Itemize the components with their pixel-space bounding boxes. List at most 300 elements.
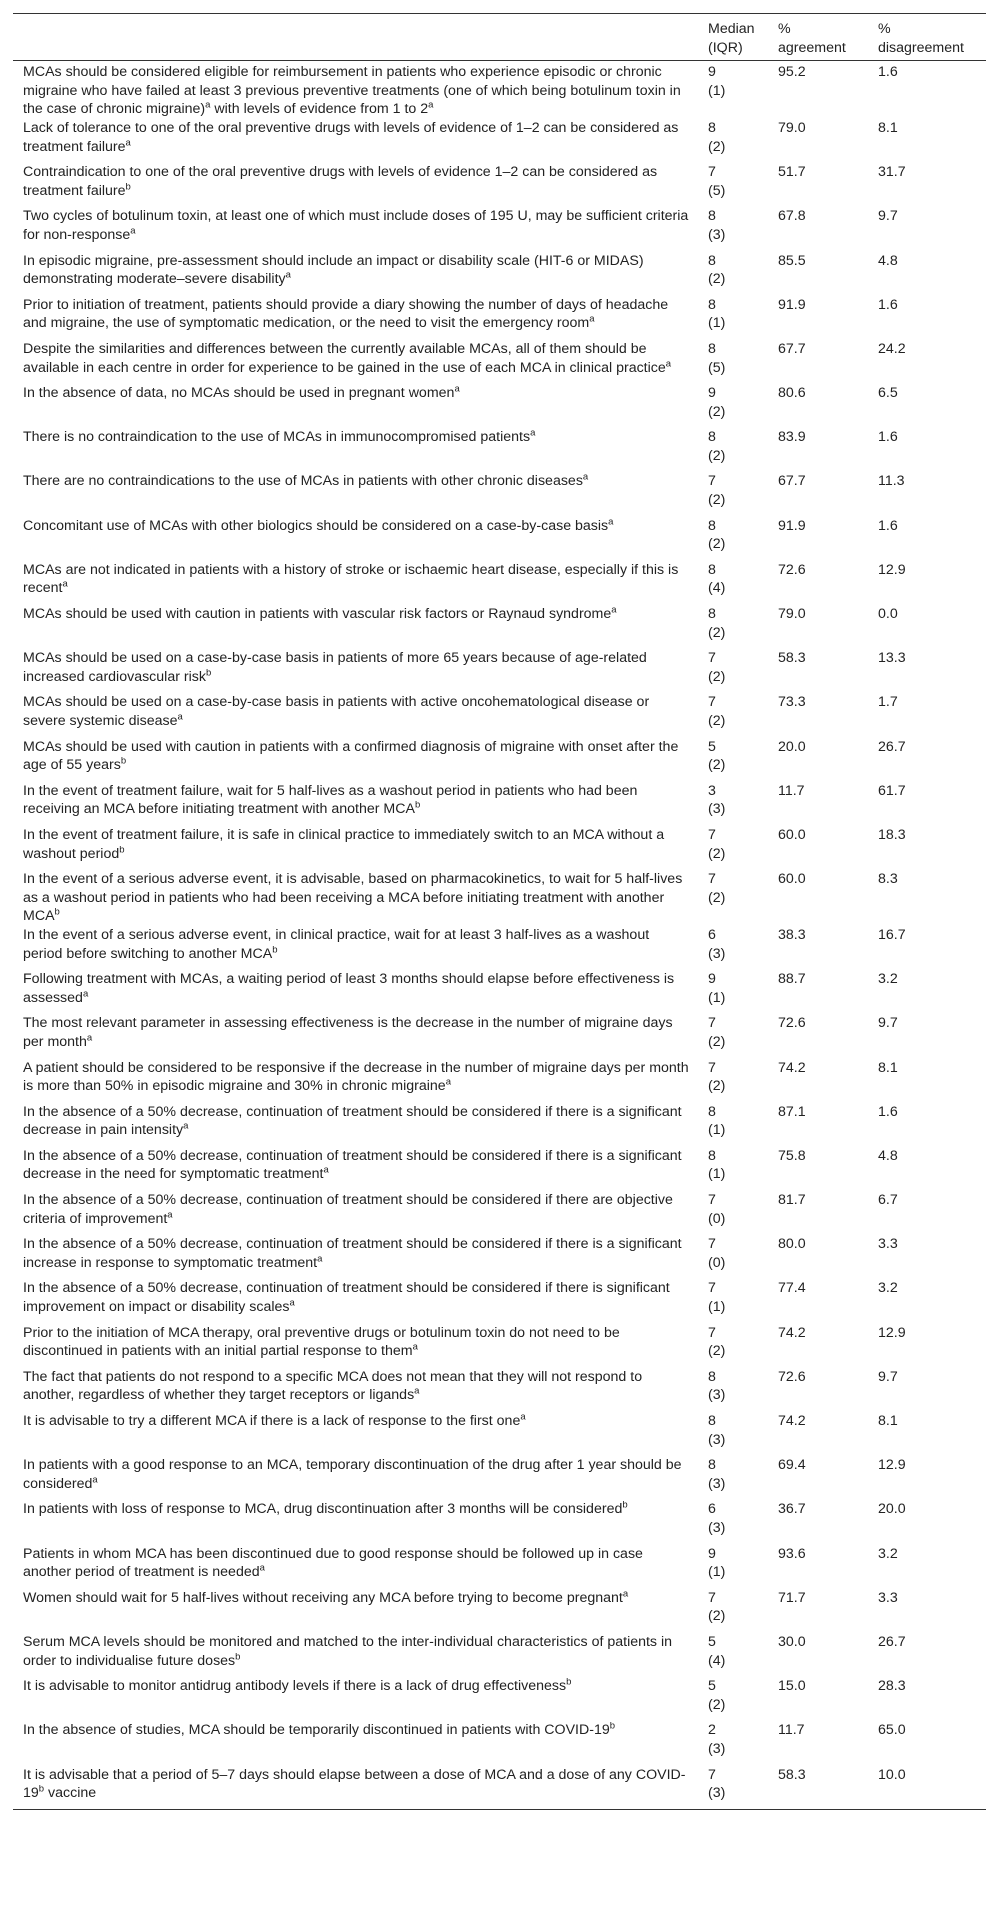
disagreement-cell: 9.7	[878, 208, 898, 225]
disagreement-cell: 26.7	[878, 738, 906, 755]
median-value: 8	[708, 252, 716, 269]
median-value: 9	[708, 1545, 716, 1562]
statement-text: It is advisable to monitor antidrug antibody levels if there is a lack of drug effectiveness	[23, 1678, 567, 1695]
median-iqr-cell	[696, 472, 768, 516]
median-iqr-cell	[696, 1545, 768, 1589]
statement-text: Women should wait for 5 half-lives without receiving any MCA before trying to become pregnant	[23, 1589, 623, 1606]
median-iqr-cell	[696, 1235, 768, 1279]
table-body	[13, 61, 986, 1810]
median-value: 7	[708, 1059, 716, 1076]
agreement-cell: 91.9	[778, 517, 806, 534]
statement-cell	[13, 1103, 696, 1147]
median-iqr-cell	[696, 119, 768, 163]
median-value: 8	[708, 119, 716, 136]
header-row	[13, 14, 986, 61]
footnote-marker: a	[428, 99, 434, 111]
statement-cell	[13, 738, 696, 782]
statement-cell	[13, 1766, 696, 1810]
table-row	[13, 340, 986, 384]
agreement-cell: 67.7	[778, 340, 806, 357]
statement-text: Contraindication to one of the oral preventive drugs with levels of evidence 1–2 can be considered as treatment failure	[23, 164, 658, 199]
median-iqr-cell	[696, 970, 768, 1014]
agreement-cell: 79.0	[778, 119, 806, 136]
footnote-marker: a	[608, 515, 614, 527]
agreement-cell: 85.5	[778, 252, 806, 269]
statement-cell	[13, 561, 696, 605]
median-iqr-cell	[696, 738, 768, 782]
statement-text: In the absence of studies, MCA should be temporarily discontinued in patients with COVID-19	[23, 1722, 610, 1739]
median-iqr-cell	[696, 1324, 768, 1368]
statement-cell	[13, 1412, 696, 1456]
median-iqr-cell	[696, 1589, 768, 1633]
footnote-marker: b	[125, 181, 131, 193]
statement-text: In the event of treatment failure, it is safe in clinical practice to immediately switch to an MCA without a washout period	[23, 826, 665, 862]
disagreement-cell: 26.7	[878, 1633, 906, 1650]
agreement-cell: 77.4	[778, 1280, 806, 1297]
statement-cell	[13, 1456, 696, 1500]
footnote-marker: a	[259, 1562, 265, 1574]
median-iqr-cell	[696, 1279, 768, 1323]
iqr-value: (1)	[708, 315, 726, 332]
statement-text: In patients with a good response to an MCA, temporary discontinuation of the drug after 1 year should be considered	[23, 1457, 682, 1492]
agreement-cell: 80.6	[778, 385, 806, 402]
median-value: 8	[708, 208, 716, 225]
table-row	[13, 1147, 986, 1191]
iqr-value: (1)	[708, 1166, 726, 1183]
statement-text: In the event of a serious adverse event, it is advisable, based on pharmacokinetics, to wait for 5 half-lives as a washout period in patients who had been receiving a MCA before initiating treatment with another MCA	[23, 871, 683, 925]
statement-cell	[13, 61, 696, 119]
footnote-marker: a	[92, 1474, 98, 1486]
disagreement-cell: 65.0	[878, 1722, 906, 1739]
table-row	[13, 1766, 986, 1810]
disagreement-cell: 3.2	[878, 971, 898, 988]
table-row	[13, 207, 986, 251]
agreement-cell: 87.1	[778, 1103, 806, 1120]
agreement-cell: 58.3	[778, 650, 806, 667]
disagreement-cell: 9.7	[878, 1015, 898, 1032]
table-row	[13, 970, 986, 1014]
statement-text: The fact that patients do not respond to a specific MCA does not mean that they will not respond to another, regardless of whether they target receptors or ligands	[23, 1368, 643, 1404]
median-value: 7	[708, 1015, 716, 1032]
iqr-value: (2)	[708, 447, 726, 464]
median-value: 9	[708, 971, 716, 988]
footnote-marker: b	[54, 906, 60, 918]
median-iqr-cell	[696, 1368, 768, 1412]
disagreement-cell: 9.7	[878, 1368, 898, 1385]
statement-cell	[13, 1500, 696, 1544]
table-row	[13, 1633, 986, 1677]
iqr-value: (2)	[708, 271, 726, 288]
table-row	[13, 1677, 986, 1721]
footnote-marker: a	[520, 1411, 526, 1423]
statement-text: Prior to initiation of treatment, patients should provide a diary showing the number of days of headache and migraine, the use of symptomatic medication, or the need to visit the emergency room	[23, 296, 669, 332]
median-value: 7	[708, 1589, 716, 1606]
agreement-cell: 83.9	[778, 429, 806, 446]
statement-text: In the event of treatment failure, wait for 5 half-lives as a washout period in patients who had been receiving an MCA before initiating treatment with another MCA	[23, 782, 638, 818]
iqr-value: (2)	[708, 713, 726, 729]
iqr-value: (1)	[708, 1122, 726, 1139]
table-row	[13, 738, 986, 782]
statement-cell	[13, 1059, 696, 1103]
table-row	[13, 1235, 986, 1279]
table-row	[13, 561, 986, 605]
disagreement-cell: 13.3	[878, 650, 906, 667]
median-iqr-cell	[696, 1191, 768, 1235]
footnote-marker: b	[120, 755, 127, 767]
footnote-marker: a	[62, 578, 68, 590]
median-value: 8	[708, 561, 716, 578]
table-row	[13, 1721, 986, 1765]
table-row	[13, 693, 986, 737]
agreement-cell: 67.7	[778, 473, 806, 490]
median-iqr-cell	[696, 926, 768, 970]
table-row	[13, 870, 986, 926]
median-iqr-cell	[696, 1766, 768, 1810]
statement-cell	[13, 826, 696, 870]
iqr-value: (1)	[708, 1564, 726, 1581]
median-value: 7	[708, 164, 716, 181]
table-row	[13, 61, 986, 119]
median-value: 8	[708, 1368, 716, 1385]
footnote-marker: a	[205, 99, 211, 111]
statement-text: In the absence of a 50% decrease, continuation of treatment should be considered if there is significant improvement on impact or disability scales	[23, 1280, 670, 1316]
statement-text: In episodic migraine, pre-assessment should include an impact or disability scale (HIT-6 or MIDAS) demonstrating moderate–severe disability	[23, 252, 644, 288]
median-value: 7	[708, 1766, 716, 1783]
table-row	[13, 926, 986, 970]
statement-cell	[13, 782, 696, 826]
disagreement-cell: 3.2	[878, 1280, 898, 1297]
footnote-marker: a	[317, 1253, 323, 1265]
iqr-value: (2)	[708, 1608, 726, 1625]
disagreement-cell: 6.7	[878, 1192, 898, 1209]
footnote-marker: a	[589, 313, 595, 325]
disagreement-cell: 8.1	[878, 1059, 898, 1076]
footnote-marker: b	[38, 1783, 45, 1795]
disagreement-cell: 10.0	[878, 1766, 906, 1783]
median-iqr-cell	[696, 870, 768, 926]
footnote-marker: a	[622, 1588, 629, 1600]
table-row	[13, 1368, 986, 1412]
disagreement-cell: 4.8	[878, 252, 898, 269]
table-row	[13, 1324, 986, 1368]
statement-cell	[13, 693, 696, 737]
median-value: 8	[708, 1457, 716, 1474]
header-agreement: % agreement	[778, 21, 846, 56]
statement-cell	[13, 1589, 696, 1633]
median-value: 5	[708, 738, 716, 755]
footnote-marker: b	[414, 799, 421, 811]
agreement-cell: 74.2	[778, 1324, 806, 1341]
iqr-value: (4)	[708, 1652, 726, 1669]
statement-cell	[13, 384, 696, 428]
statement-cell	[13, 119, 696, 163]
statement-cell	[13, 870, 696, 926]
table-row	[13, 1103, 986, 1147]
footnote-marker: a	[414, 1385, 420, 1397]
statement-text: Despite the similarities and differences between the currently available MCAs, all of them should be available in each centre in order for experience to be gained in the use of each MCA in clinical practice	[23, 340, 666, 376]
iqr-value: (1)	[708, 1299, 726, 1316]
statement-text: MCAs should be used with caution in patients with vascular risk factors or Raynaud syndrome	[23, 606, 612, 623]
statement-text: There are no contraindications to the use of MCAs in patients with other chronic diseases	[23, 473, 583, 490]
iqr-value: (3)	[708, 1519, 726, 1536]
statement-cell	[13, 1014, 696, 1058]
iqr-value: (3)	[708, 1387, 726, 1404]
statement-text: There is no contraindication to the use of MCAs in immunocompromised patients	[23, 429, 531, 446]
median-iqr-cell	[696, 428, 768, 472]
iqr-value: (2)	[708, 668, 726, 685]
disagreement-cell: 18.3	[878, 826, 906, 843]
consensus-table-container	[13, 13, 986, 1810]
median-value: 8	[708, 1413, 716, 1429]
median-iqr-cell	[696, 1456, 768, 1500]
iqr-value: (2)	[708, 1078, 726, 1095]
iqr-value: (2)	[708, 757, 726, 774]
median-value: 7	[708, 1324, 716, 1341]
footnote-marker: a	[530, 427, 536, 439]
footnote-marker: b	[205, 667, 212, 679]
disagreement-cell: 0.0	[878, 606, 898, 623]
median-value: 7	[708, 871, 716, 888]
statement-text-tail: with levels of evidence from 1 to 2	[210, 101, 429, 118]
disagreement-cell: 8.3	[878, 871, 898, 888]
consensus-table	[13, 13, 986, 1810]
statement-text: It is advisable to try a different MCA if there is a lack of response to the first one	[23, 1413, 521, 1429]
median-value: 7	[708, 1192, 716, 1209]
agreement-cell: 72.6	[778, 1015, 806, 1032]
disagreement-cell: 12.9	[878, 561, 906, 578]
agreement-cell: 67.8	[778, 208, 806, 225]
table-row	[13, 163, 986, 207]
median-iqr-cell	[696, 693, 768, 737]
median-value: 7	[708, 1280, 716, 1297]
statement-text: Patients in whom MCA has been discontinued due to good response should be followed up in case another period of treatment is needed	[23, 1545, 643, 1581]
iqr-value: (3)	[708, 1431, 726, 1448]
statement-cell	[13, 1545, 696, 1589]
agreement-cell: 36.7	[778, 1501, 806, 1518]
median-value: 8	[708, 429, 716, 446]
disagreement-cell: 1.6	[878, 1103, 898, 1120]
statement-cell	[13, 605, 696, 649]
statement-cell	[13, 252, 696, 296]
disagreement-cell: 1.6	[878, 296, 898, 313]
footnote-marker: a	[130, 225, 136, 237]
iqr-value: (1)	[708, 989, 726, 1006]
footnote-marker: a	[323, 1164, 329, 1176]
footnote-marker: a	[445, 1076, 451, 1088]
statement-cell	[13, 1633, 696, 1677]
table-row	[13, 605, 986, 649]
table-row	[13, 296, 986, 340]
statement-cell	[13, 1147, 696, 1191]
statement-text-tail: vaccine	[44, 1785, 97, 1802]
agreement-cell: 75.8	[778, 1147, 806, 1164]
median-iqr-cell	[696, 384, 768, 428]
footnote-marker: b	[609, 1720, 616, 1732]
agreement-cell: 58.3	[778, 1766, 806, 1783]
statement-text: MCAs should be considered eligible for reimbursement in patients who experience episodic or chronic migraine who have failed at least 3 previous preventive treatments (one of which being botulinum toxin in the case of chronic migraine)	[23, 64, 681, 118]
median-iqr-cell	[696, 296, 768, 340]
disagreement-cell: 8.1	[878, 1413, 898, 1429]
footnote-marker: a	[183, 1120, 189, 1132]
disagreement-cell: 20.0	[878, 1501, 906, 1518]
iqr-value: (2)	[708, 536, 726, 553]
statement-cell	[13, 970, 696, 1014]
statement-text: Prior to the initiation of MCA therapy, oral preventive drugs or botulinum toxin do not need to be discontinued in patients with an initial partial response to them	[23, 1324, 620, 1360]
header-median-iqr: Median (IQR)	[708, 21, 755, 56]
median-iqr-cell	[696, 826, 768, 870]
disagreement-cell: 12.9	[878, 1324, 906, 1341]
footnote-marker: b	[235, 1650, 241, 1662]
table-row	[13, 1412, 986, 1456]
iqr-value: (2)	[708, 492, 726, 509]
table-row	[13, 1191, 986, 1235]
statement-text: Two cycles of botulinum toxin, at least one of which must include doses of 195 U, may be sufficient criteria for non-response	[23, 208, 689, 243]
table-header	[13, 14, 986, 61]
iqr-value: (4)	[708, 580, 726, 597]
statement-text: A patient should be considered to be responsive if the decrease in the number of migraine days per month is more than 50% in episodic migraine and 30% in chronic migraine	[23, 1059, 689, 1095]
statement-text: Serum MCA levels should be monitored and matched to the inter-individual characteristics of patients in order to individualise future doses	[23, 1633, 673, 1669]
median-iqr-cell	[696, 1677, 768, 1721]
statement-text: MCAs should be used on a case-by-case basis in patients of more 65 years because of age-related increased cardiovascular risk	[23, 650, 647, 685]
median-value: 6	[708, 1501, 716, 1518]
median-value: 7	[708, 694, 716, 711]
footnote-marker: a	[611, 604, 617, 616]
agreement-cell: 93.6	[778, 1545, 806, 1562]
median-value: 8	[708, 340, 716, 357]
statement-text: In the event of a serious adverse event, in clinical practice, wait for at least 3 half-lives as a washout period before switching to another MCA	[23, 926, 650, 962]
disagreement-cell: 24.2	[878, 340, 906, 357]
median-iqr-cell	[696, 163, 768, 207]
median-iqr-cell	[696, 517, 768, 561]
median-value: 9	[708, 64, 716, 81]
median-value: 8	[708, 1147, 716, 1164]
iqr-value: (1)	[708, 82, 726, 99]
disagreement-cell: 28.3	[878, 1678, 906, 1695]
statement-cell	[13, 926, 696, 970]
table-row	[13, 1279, 986, 1323]
table-row	[13, 649, 986, 693]
statement-cell	[13, 517, 696, 561]
iqr-value: (3)	[708, 1475, 726, 1492]
footnote-marker: a	[125, 136, 131, 148]
median-iqr-cell	[696, 340, 768, 384]
footnote-marker: a	[177, 711, 183, 723]
footnote-marker: a	[454, 383, 460, 395]
footnote-marker: a	[82, 987, 89, 999]
table-row	[13, 1589, 986, 1633]
statement-text: In the absence of a 50% decrease, continuation of treatment should be considered if there is a significant decrease in the need for symptomatic treatment	[23, 1147, 682, 1183]
iqr-value: (0)	[708, 1254, 726, 1271]
statement-cell	[13, 296, 696, 340]
statement-cell	[13, 1368, 696, 1412]
statement-text: Following treatment with MCAs, a waiting period of least 3 months should elapse before effectiveness is assessed	[23, 971, 675, 1006]
footnote-marker: a	[289, 1297, 295, 1309]
disagreement-cell: 11.3	[878, 473, 905, 490]
agreement-cell: 80.0	[778, 1236, 806, 1253]
statement-cell	[13, 340, 696, 384]
statement-cell	[13, 1279, 696, 1323]
iqr-value: (2)	[708, 624, 726, 641]
median-value: 5	[708, 1633, 716, 1650]
statement-text: In the absence of a 50% decrease, continuation of treatment should be considered if there are objective criteria of improvement	[23, 1192, 673, 1227]
agreement-cell: 51.7	[778, 164, 806, 181]
median-value: 2	[708, 1722, 716, 1739]
statement-text: Concomitant use of MCAs with other biologics should be considered on a case-by-case basis	[23, 517, 609, 534]
statement-text: MCAs should be used with caution in patients with a confirmed diagnosis of migraine with onset after the age of 55 years	[23, 738, 679, 774]
agreement-cell: 15.0	[778, 1678, 806, 1695]
header-statement	[13, 14, 696, 61]
footnote-marker: b	[272, 943, 278, 955]
table-row	[13, 517, 986, 561]
iqr-value: (3)	[708, 945, 726, 962]
agreement-cell: 71.7	[778, 1589, 806, 1606]
agreement-cell: 38.3	[778, 926, 806, 943]
iqr-value: (2)	[708, 138, 726, 155]
median-iqr-cell	[696, 1633, 768, 1677]
disagreement-cell: 4.8	[878, 1147, 898, 1164]
median-value: 8	[708, 1103, 716, 1120]
agreement-cell: 73.3	[778, 694, 806, 711]
iqr-value: (2)	[708, 1343, 726, 1360]
median-iqr-cell	[696, 561, 768, 605]
table-row	[13, 1059, 986, 1103]
median-value: 7	[708, 826, 716, 843]
disagreement-cell: 1.7	[878, 694, 898, 711]
median-iqr-cell	[696, 1721, 768, 1765]
header-disagreement: % disagreement	[878, 21, 964, 56]
footnote-marker: a	[582, 471, 589, 483]
table-row	[13, 1456, 986, 1500]
iqr-value: (5)	[708, 182, 726, 199]
disagreement-cell: 3.2	[878, 1545, 898, 1562]
footnote-marker: b	[622, 1499, 628, 1511]
median-iqr-cell	[696, 605, 768, 649]
agreement-cell: 30.0	[778, 1633, 806, 1650]
iqr-value: (3)	[708, 1785, 726, 1802]
footnote-marker: b	[119, 843, 125, 855]
disagreement-cell: 61.7	[878, 782, 906, 799]
table-row	[13, 1500, 986, 1544]
table-row	[13, 1014, 986, 1058]
disagreement-cell: 1.6	[878, 517, 898, 534]
median-value: 5	[708, 1678, 716, 1695]
statement-text: It is advisable that a period of 5–7 days should elapse between a dose of MCA and a dose of any COVID-19	[23, 1766, 686, 1802]
iqr-value: (2)	[708, 845, 726, 862]
statement-cell	[13, 1235, 696, 1279]
disagreement-cell: 12.9	[878, 1457, 906, 1474]
statement-text: In the absence of a 50% decrease, continuation of treatment should be considered if there is a significant decrease in pain intensity	[23, 1103, 682, 1139]
footnote-marker: b	[566, 1676, 572, 1688]
disagreement-cell: 1.6	[878, 429, 898, 446]
median-value: 8	[708, 606, 716, 623]
median-value: 9	[708, 385, 716, 402]
disagreement-cell: 3.3	[878, 1236, 898, 1253]
iqr-value: (2)	[708, 403, 726, 420]
table-row	[13, 384, 986, 428]
iqr-value: (2)	[708, 1696, 726, 1713]
agreement-cell: 91.9	[778, 296, 806, 313]
statement-cell	[13, 1324, 696, 1368]
table-row	[13, 472, 986, 516]
iqr-value: (3)	[708, 1740, 726, 1757]
table-row	[13, 252, 986, 296]
agreement-cell: 69.4	[778, 1457, 806, 1474]
footnote-marker: a	[285, 269, 291, 281]
statement-cell	[13, 1721, 696, 1765]
iqr-value: (2)	[708, 1033, 726, 1050]
agreement-cell: 11.7	[778, 1722, 805, 1739]
agreement-cell: 72.6	[778, 1368, 806, 1385]
